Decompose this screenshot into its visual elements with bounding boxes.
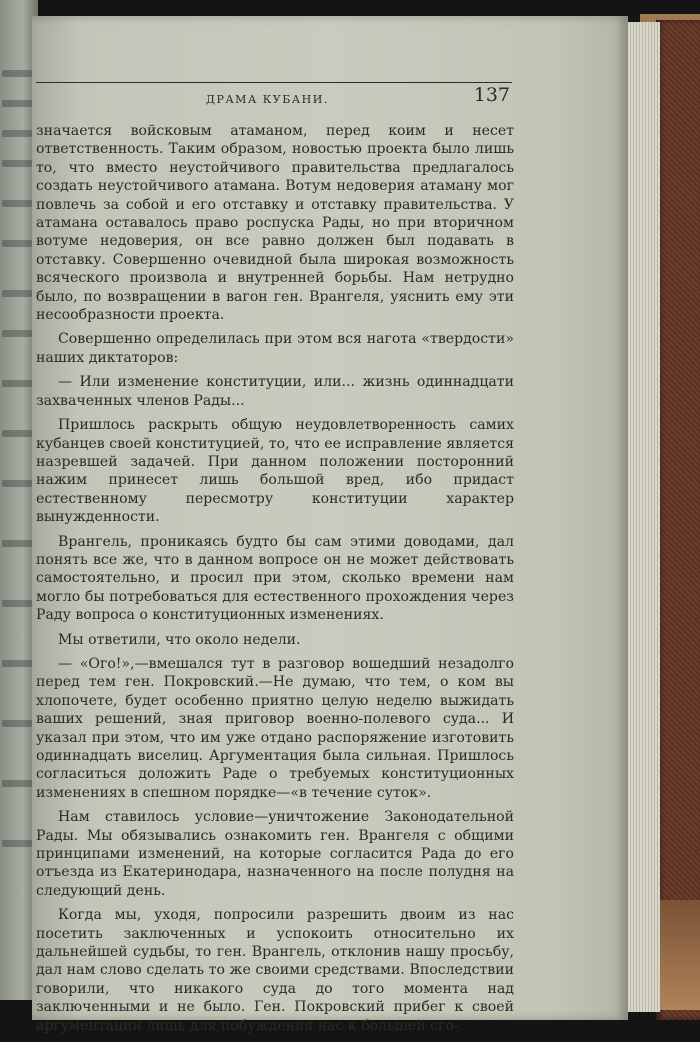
page-number: 137 — [473, 84, 510, 106]
book-spine — [656, 20, 700, 1020]
body-text — [36, 122, 514, 1041]
paragraph: — Или изменение конституции, или... жизнь одиннадцати захваченных членов Рады... — [36, 374, 514, 409]
running-header — [36, 82, 512, 111]
paragraph: значается войсковым атаманом, перед коим и несет ответственность. Таким образом, новостью проекта было лишь то, что вместо неустойчивого правительства предлагалось создать неустойчивого атамана. Вотум недоверия атаману мог повлечь за собой и его отставку и отставку правительства. У атамана оставалось право роспуска Рады, но при вторичном вотуме недоверия, он все равно должен был подавать в отставку. Совершенно очевидной была широкая возможность всяческого произвола и внутренней борьбы. Нам нетрудно было, по возвращении в вагон ген. Врангеля, уяснить ему эти несообразности проекта. — [36, 123, 514, 324]
paragraph: Врангель, проникаясь будто бы сам этими доводами, дал понять все же, что в данном вопросе он не может действовать самостоятельно, и просил при этом, сколько времени нам могло бы потребоваться для естественного прохождения через Раду вопроса о конституционных изменениях. — [36, 533, 514, 624]
paragraph: — «Ого!»,—вмешался тут в разговор вошедший незадолго перед тем ген. Покровский.—Не думаю, что тем, о ком вы хлопочете, будет особенно приятно целую неделю выжидать ваших решений, зная приговор военно-полевого суда... И указал при этом, что им уже отдано распоряжение изготовить одиннадцать виселиц. Аргументация была сильная. Пришлось согласиться доложить Раде о требуемых конституционных изменениях в спешном порядке—«в течение суток». — [36, 655, 514, 801]
paragraph: Пришлось раскрыть общую неудовлетворенность самих кубанцев своей конституцией, то, что ее исправление является назревшей задачей. При данном положении посторонний нажим принесет лишь большой вред, ибо придаст естественному пересмотру конституции характер вынужденности. — [36, 417, 514, 526]
paragraph: Совершенно определилась при этом вся нагота «твердости» наших диктаторов: — [36, 331, 514, 366]
paragraph: Нам ставилось условие—уничтожение Законодательной Рады. Мы обязывались ознакомить ген. Врангеля с общими принципами изменений, на которые согласится Рада до его отъезда из Екатеринодара, назначенного на после полудня на следующий день. — [36, 809, 514, 899]
paragraph: Когда мы, уходя, попросили разрешить двоим из нас посетить заключенных и успокоить относительно их дальнейшей судьбы, то ген. Врангель, отклонив нашу просьбу, дал нам слово сделать то же своими средствами. Впоследствии говорили, что никакого суда до того момента над заключенными и не было. Ген. Покровский прибег к своей аргументации лишь для побуждения нас к большей сго- — [36, 907, 514, 1034]
running-title: ДРАМА КУБАНИ. — [206, 93, 329, 106]
paragraph: Мы ответили, что около недели. — [58, 631, 301, 648]
